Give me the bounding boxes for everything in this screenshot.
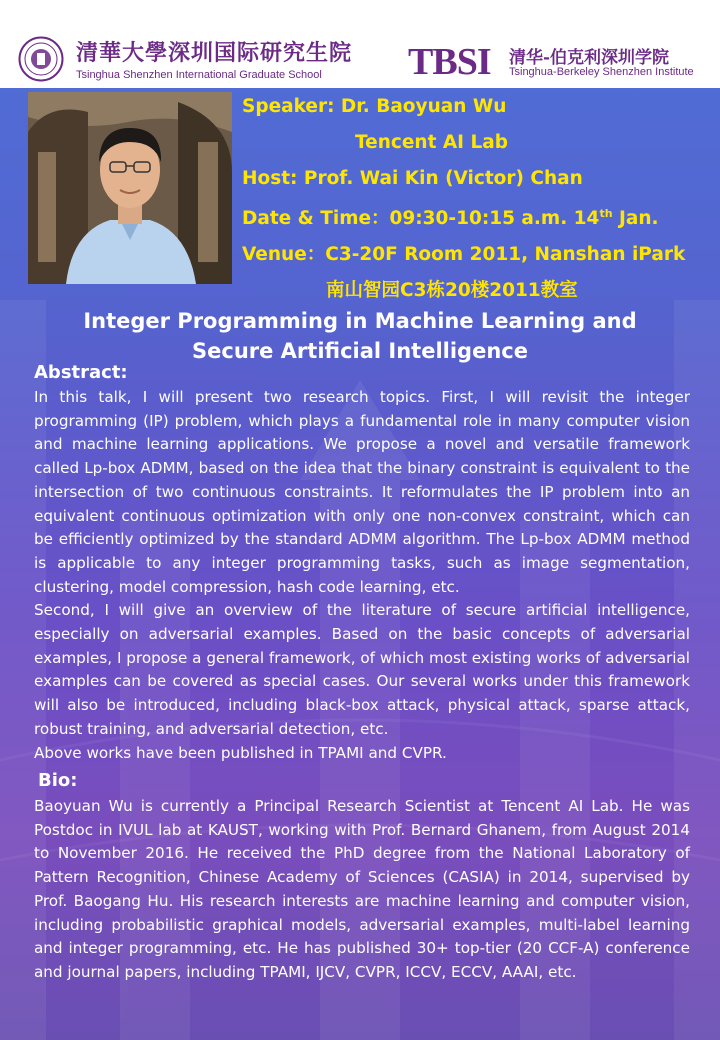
talk-title-line-1: Integer Programming in Machine Learning and bbox=[83, 309, 637, 333]
tsinghua-seal-icon bbox=[18, 36, 64, 82]
abstract-heading: Abstract: bbox=[34, 362, 128, 383]
host-line: Host: Prof. Wai Kin (Victor) Chan bbox=[242, 168, 583, 189]
abstract-paragraph-3: Above works have been published in TPAMI and CVPR. bbox=[34, 743, 447, 762]
datetime-suffix: Jan. bbox=[612, 208, 659, 229]
tbsi-chinese-name: 清华-伯克利深圳学院 bbox=[509, 48, 670, 68]
bio-paragraph: Baoyuan Wu is currently a Principal Research Scientist at Tencent AI Lab. He was Postdoc in IVUL lab at KAUST, working with Prof. Bernard Ghanem, from August 2014 to November 2016. He received the PhD degree from the National Laboratory of Pattern Recognition, Chinese Academy of Sciences (CASIA) in 2014, supervised by Prof. Baogang Hu. His research interests are machine learning and computer vision, including probabilistic graphical models, adversarial examples, multi-label learning and integer programming, etc. He has published 30+ top-tier (20 CCF-A) conference and journal papers, including TPAMI, IJCV, CVPR, ICCV, ECCV, AAAI, etc. bbox=[34, 797, 690, 981]
bio-heading: Bio: bbox=[38, 770, 78, 791]
venue-chinese: 南山智园C3栋20楼2011教室 bbox=[326, 280, 578, 301]
datetime-prefix: Date & Time：09:30-10:15 a.m. 14 bbox=[242, 208, 600, 229]
speaker-photo bbox=[28, 92, 232, 284]
affiliation-line: Tencent AI Lab bbox=[355, 132, 509, 153]
datetime-ordinal: th bbox=[599, 206, 613, 220]
venue-line: Venue：C3-20F Room 2011, Nanshan iPark bbox=[242, 244, 686, 265]
tbsi-logo: TBSI bbox=[408, 41, 491, 83]
speaker-line: Speaker: Dr. Baoyuan Wu bbox=[242, 96, 507, 117]
datetime-line bbox=[242, 204, 659, 230]
abstract-paragraph-2: Second, I will give an overview of the literature of secure artificial intelligence, especially on adversarial examples. Based on the basic concepts of adversarial examples, I propose a general framework, of which most existing works of adversarial examples can be covered as special cases. Our several works under this framework will also be introduced, including black-box attack, physical attack, sparse attack, robust training, and adversarial detection, etc. bbox=[34, 601, 690, 738]
header-bar bbox=[0, 0, 720, 88]
bio-body bbox=[34, 795, 690, 985]
tbsi-english-name: Tsinghua-Berkeley Shenzhen Institute bbox=[509, 66, 694, 78]
abstract-paragraph-1: In this talk, I will present two research topics. First, I will revisit the integer programming (IP) problem, which plays a fundamental role in many computer vision and machine learning applications. We propose a novel and versatile framework called Lp-box ADMM, based on the idea that the binary constraint is equivalent to the intersection of two continuous constraints. It reformulates the IP problem into an equivalent continuous optimization with only one non-convex constraint, which can be efficiently optimized by the standard ADMM algorithm. The Lp-box ADMM method is applicable to any integer programming tasks, such as image segmentation, clustering, model compression, hash code learning, etc. bbox=[34, 388, 690, 596]
talk-title-line-2: Secure Artificial Intelligence bbox=[192, 339, 528, 363]
tsinghua-logo-text: 清華大學深圳国际研究生院 bbox=[76, 40, 353, 66]
tsinghua-english-name: Tsinghua Shenzhen International Graduate School bbox=[76, 69, 322, 81]
abstract-body bbox=[34, 386, 690, 765]
